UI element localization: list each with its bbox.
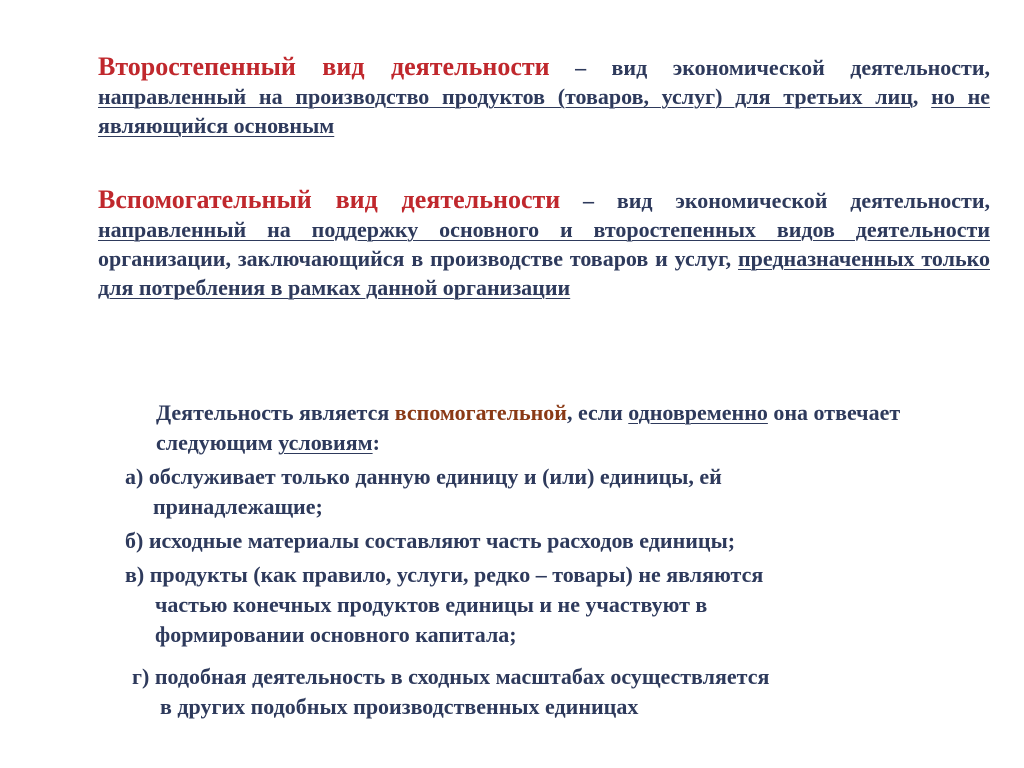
conditions-intro-underlined-1: одновременно [628,400,768,425]
term-secondary-activity: Второстепенный вид деятельности [98,52,550,81]
definition-secondary-underlined-1: направленный на производство продуктов (товаров, услуг) для третьих лиц [98,84,913,109]
condition-v-line-2: частью конечных продуктов единицы и не участвуют в [155,592,708,617]
definition-auxiliary-underlined-2: предназначенных только для потребления в рамках данной организации [98,246,990,300]
conditions-intro-underlined-2: условиям [278,430,373,455]
conditions-intro-text-1: Деятельность является [156,400,395,425]
definition-secondary-dash: – вид экономической деятельности, [549,55,990,80]
definition-auxiliary-dash: – вид экономической деятельности, [560,188,990,213]
conditions-intro-text-3: она отвечает следующим [156,400,901,455]
definition-auxiliary-underlined-1: направленный на поддержку основного и второстепенных видов деятельности [98,217,990,242]
term-auxiliary-activity: Вспомогательный вид деятельности [98,185,561,214]
definition-auxiliary-activity [70,185,990,302]
condition-g-line-1: г) подобная деятельность в сходных масштабах осуществляется [132,664,770,689]
conditions-intro [128,398,976,458]
condition-v-line-1: в) продукты (как правило, услуги, редко – товары) не являются [125,562,764,587]
condition-a-line-2: принадлежащие; [153,494,323,519]
conditions-intro-text-4: : [372,430,380,455]
definition-auxiliary-plain: организации, заключающийся в производстве товаров и услуг, [98,246,738,271]
definition-secondary-underlined-2: но не являющийся основным [98,84,991,138]
condition-b [125,526,965,556]
condition-a [125,462,925,522]
definition-secondary-comma: , [912,84,932,109]
condition-g-line-2: в других подобных производственных единицах [160,694,639,719]
condition-a-line-1: а) обслуживает только данную единицу и (или) единицы, ей [125,464,722,489]
condition-g [132,662,982,722]
condition-b-line-1: б) исходные материалы составляют часть расходов единицы; [125,528,736,553]
conditions-intro-text-2: , если [566,400,629,425]
condition-v [125,560,975,650]
definition-secondary-activity [70,52,990,140]
condition-v-line-3: формировании основного капитала; [155,622,517,647]
conditions-intro-highlight: вспомогательной [394,400,567,425]
